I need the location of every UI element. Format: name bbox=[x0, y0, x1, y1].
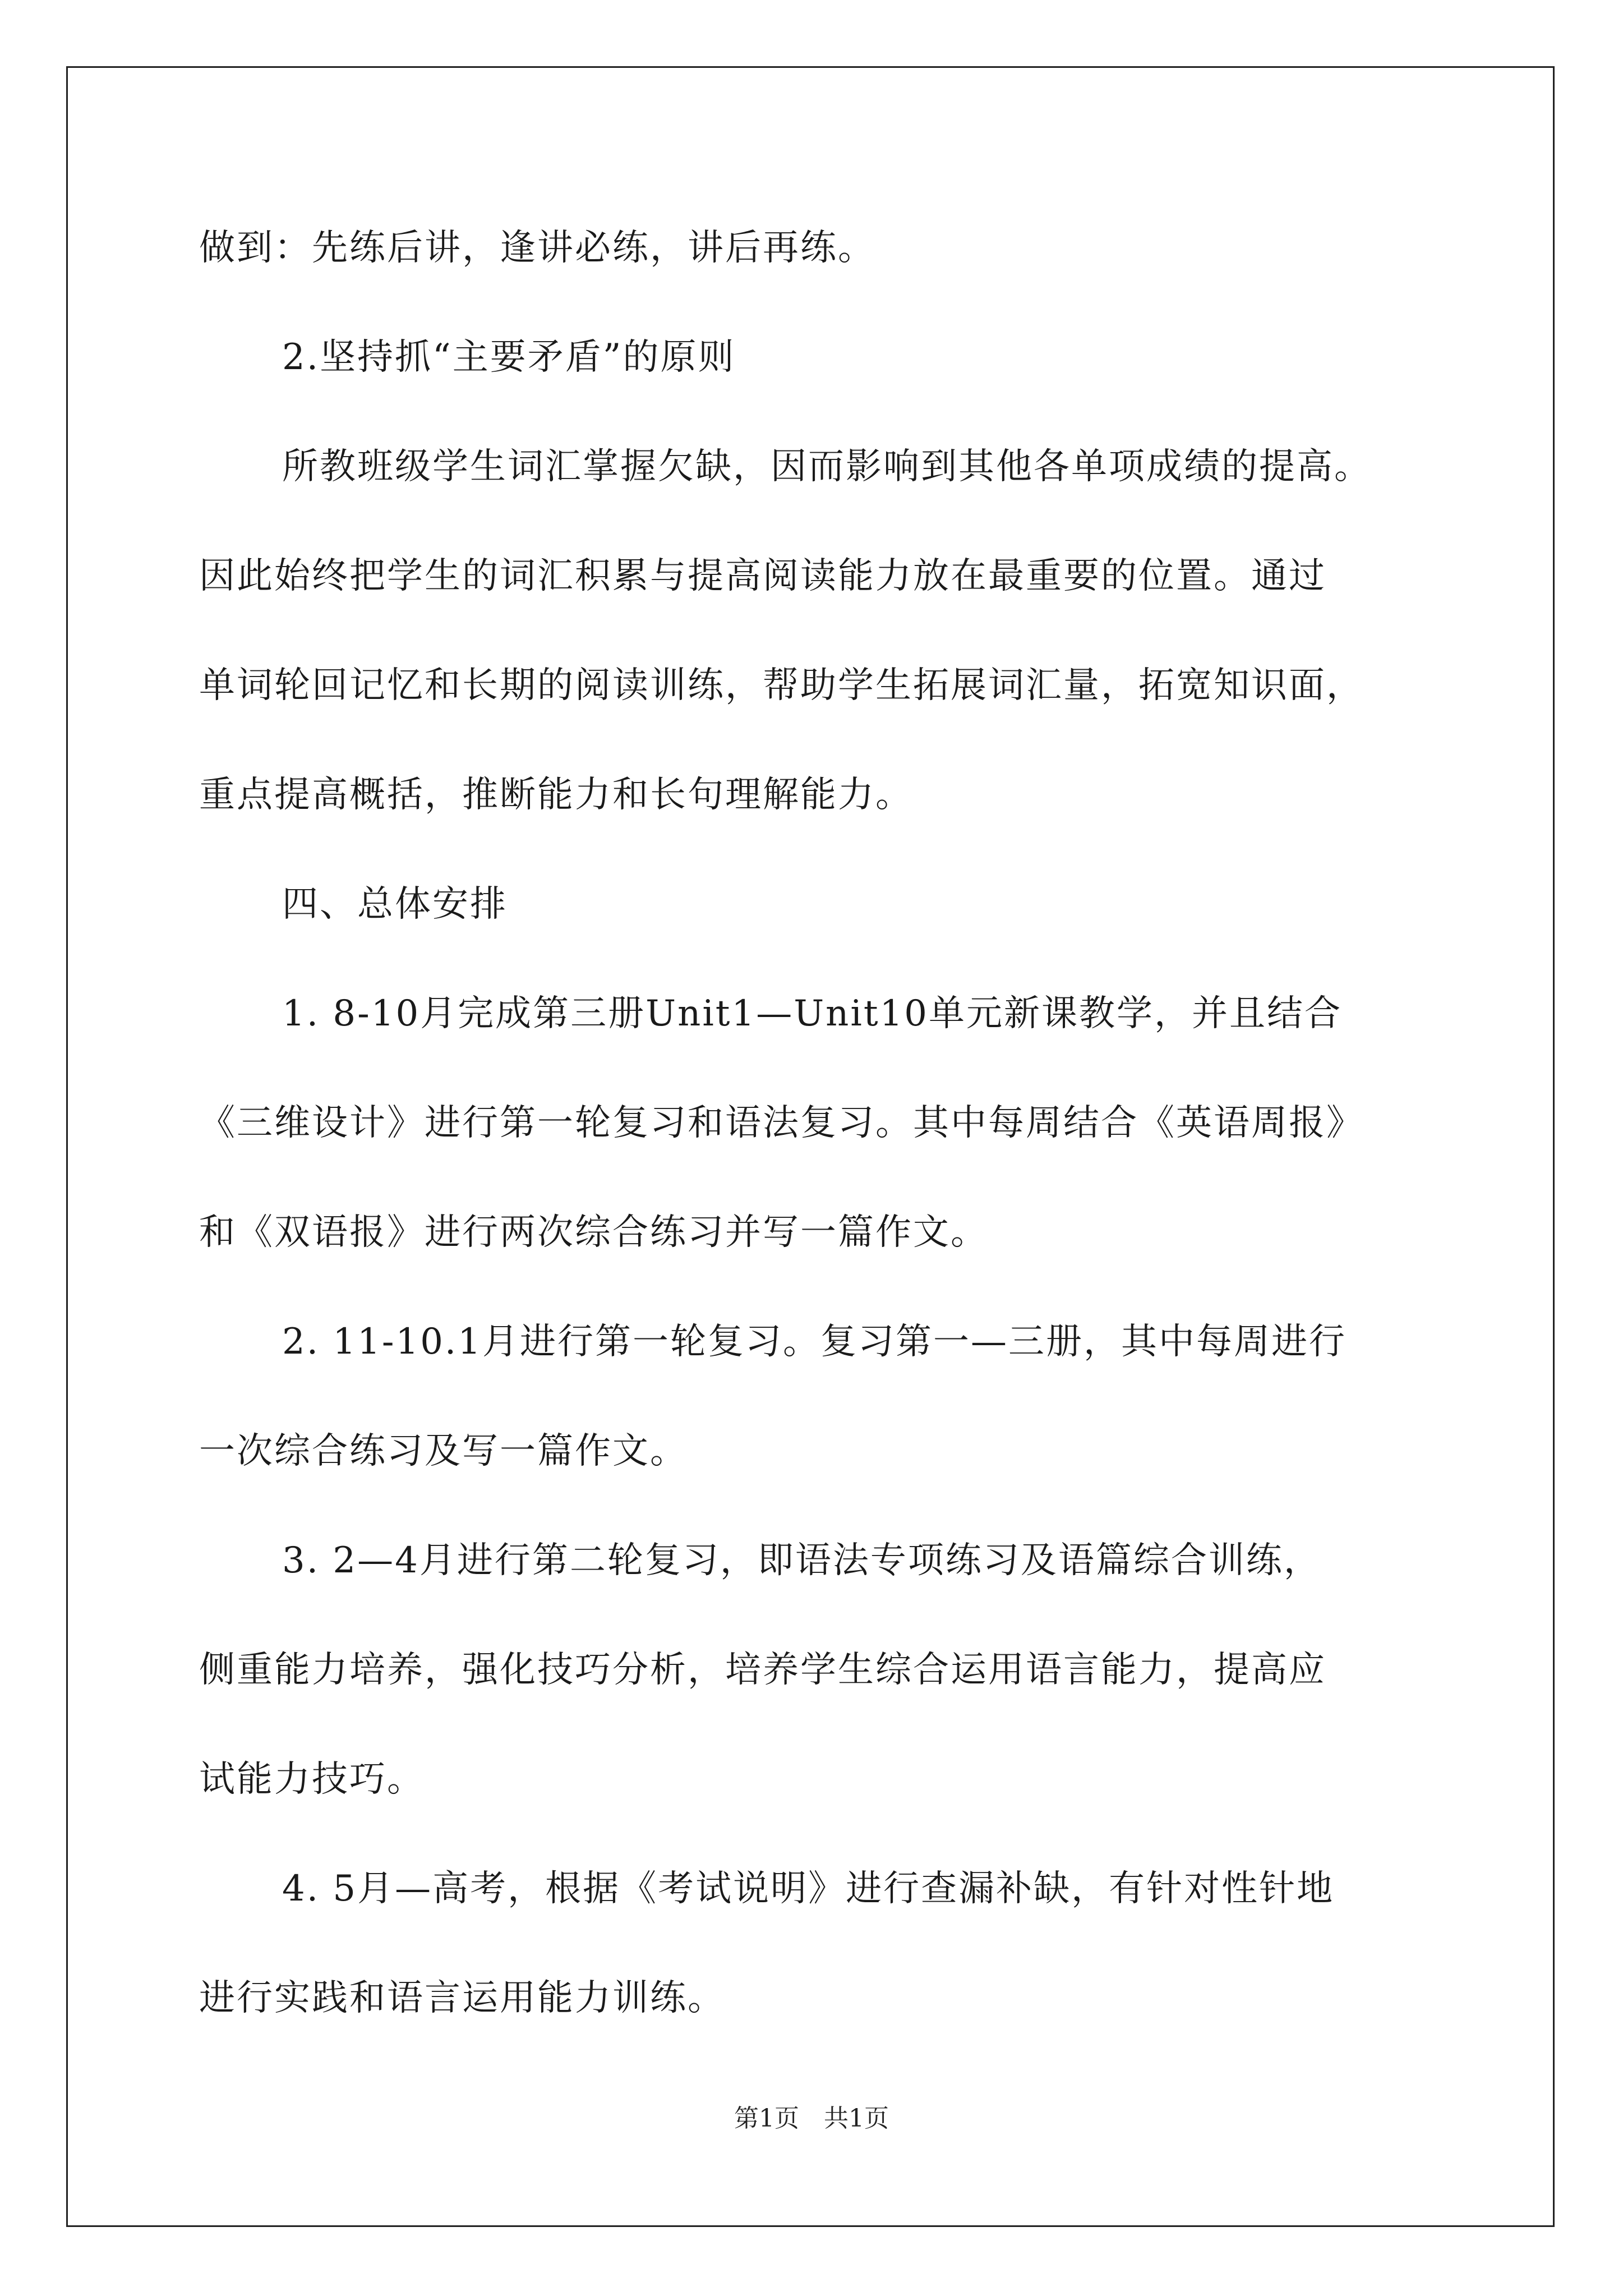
paragraph-line: 重点提高概括，推断能力和长句理解能力。 bbox=[199, 774, 913, 816]
paragraph-line: 因此始终把学生的词汇积累与提高阅读能力放在最重要的位置。通过 bbox=[199, 555, 1326, 597]
page-footer: 第1页 共1页 bbox=[734, 2104, 889, 2133]
paragraph-line: 1. 8-10月完成第三册Unit1—Unit10单元新课教学，并且结合 bbox=[282, 993, 1343, 1034]
paragraph-line: 单词轮回记忆和长期的阅读训练，帮助学生拓展词汇量，拓宽知识面， bbox=[199, 665, 1364, 706]
section-heading: 四、总体安排 bbox=[282, 884, 508, 925]
paragraph-line: 《三维设计》进行第一轮复习和语法复习。其中每周结合《英语周报》 bbox=[199, 1102, 1364, 1144]
section-subheading: 2.坚持抓“主要矛盾”的原则 bbox=[282, 337, 736, 378]
paragraph-line: 所教班级学生词汇掌握欠缺，因而影响到其他各单项成绩的提高。 bbox=[282, 446, 1372, 487]
paragraph-line: 做到：先练后讲，逢讲必练，讲后再练。 bbox=[199, 227, 875, 269]
paragraph-line: 侧重能力培养，强化技巧分析，培养学生综合运用语言能力，提高应 bbox=[199, 1649, 1326, 1691]
paragraph-line: 4. 5月—高考，根据《考试说明》进行查漏补缺，有针对性针地 bbox=[282, 1868, 1335, 1910]
paragraph-line: 和《双语报》进行两次综合练习并写一篇作文。 bbox=[199, 1212, 988, 1253]
paragraph-line: 进行实践和语言运用能力训练。 bbox=[199, 1977, 725, 2019]
paragraph-line: 一次综合练习及写一篇作文。 bbox=[199, 1430, 688, 1472]
paragraph-line: 2. 11-10.1月进行第一轮复习。复习第一—三册，其中每周进行 bbox=[282, 1321, 1347, 1363]
paragraph-line: 试能力技巧。 bbox=[199, 1759, 425, 1800]
paragraph-line: 3. 2—4月进行第二轮复习，即语法专项练习及语篇综合训练， bbox=[282, 1540, 1321, 1581]
